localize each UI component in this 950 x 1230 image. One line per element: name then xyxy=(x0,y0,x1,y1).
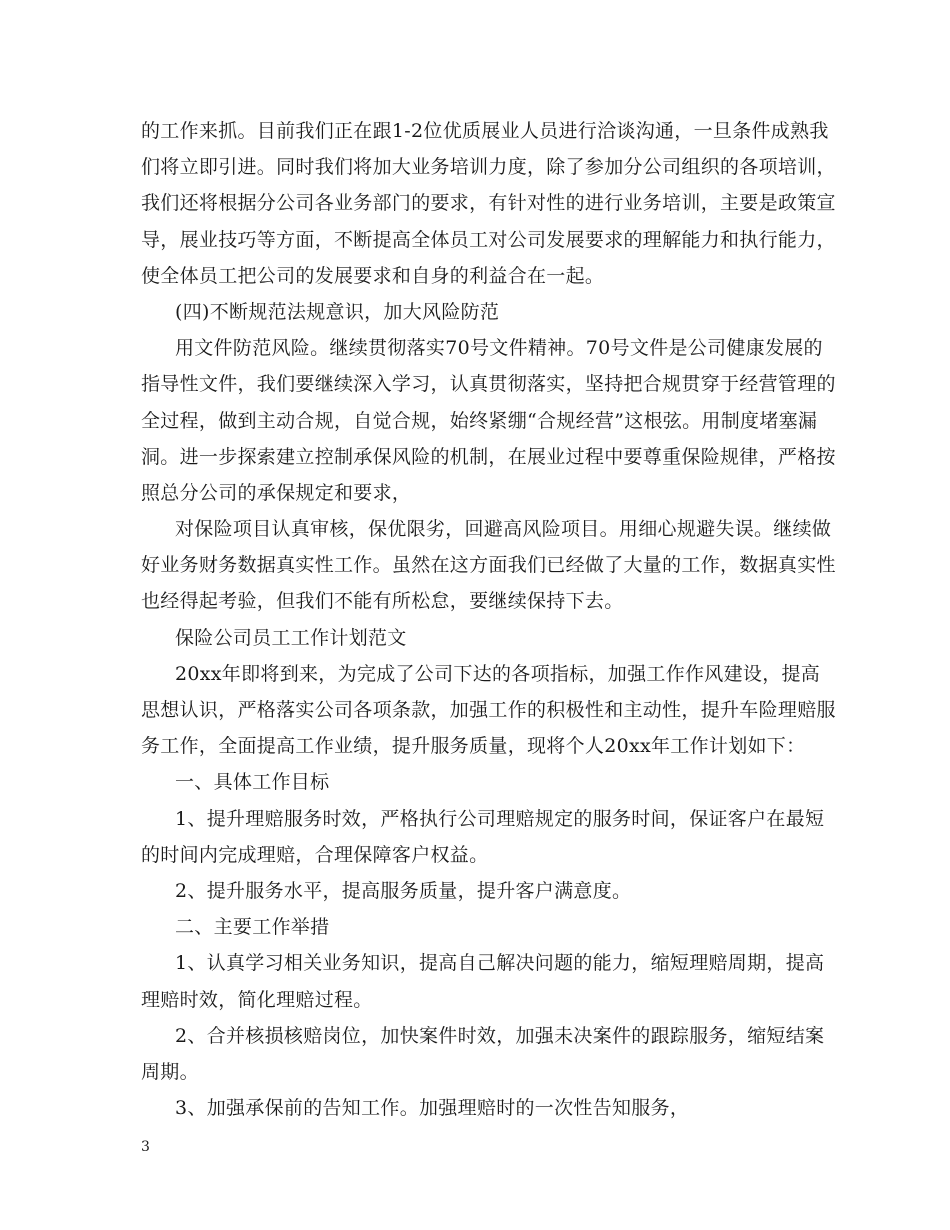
text-line: 2、合并核损核赔岗位，加快案件时效，加强未决案件的跟踪服务，缩短结案 xyxy=(175,1024,825,1047)
text-line: 二、主要工作举措 xyxy=(175,916,330,939)
text-line: 对保险项目认真审核，保优限劣，回避高风险项目。用细心规避失误。继续做 xyxy=(175,518,832,541)
text-line: 全过程，做到主动合规，自觉合规，始终紧绷“合规经营”这根弦。用制度堵塞漏 xyxy=(141,409,818,432)
text-line: 我们还将根据分公司各业务部门的要求，有针对性的进行业务培训，主要是政策宣 xyxy=(141,192,836,215)
text-line: 理赔时效，简化理赔过程。 xyxy=(141,988,373,1011)
text-line: 照总分公司的承保规定和要求， xyxy=(141,481,412,504)
page-number: 3 xyxy=(141,1139,150,1155)
text-line: 1、认真学习相关业务知识，提高自己解决问题的能力，缩短理赔周期，提高 xyxy=(175,952,825,975)
text-line: 指导性文件，我们要继续深入学习，认真贯彻落实，坚持把合规贯穿于经营管理的 xyxy=(141,373,836,396)
text-line: 保险公司员工工作计划范文 xyxy=(175,626,407,649)
text-line: 使全体员工把公司的发展要求和自身的利益合在一起。 xyxy=(141,264,605,287)
text-line: 导，展业技巧等方面，不断提高全体员工对公司发展要求的理解能力和执行能力， xyxy=(141,228,836,251)
text-line: 3、加强承保前的告知工作。加强理赔时的一次性告知服务， xyxy=(175,1097,690,1120)
text-line: 的工作来抓。目前我们正在跟1-2位优质展业人员进行洽谈沟通，一旦条件成熟我 xyxy=(141,120,829,142)
text-line: 们将立即引进。同时我们将加大业务培训力度，除了参加分公司组织的各项培训， xyxy=(141,156,836,179)
text-line: 思想认识，严格落实公司各项条款，加强工作的积极性和主动性，提升车险理赔服 xyxy=(141,699,836,721)
text-line: 20xx年即将到来，为完成了公司下达的各项指标，加强工作作风建设，提高 xyxy=(175,662,821,685)
text-line: (四)不断规范法规意识，加大风险防范 xyxy=(175,300,500,323)
text-line: 务工作，全面提高工作业绩，提升服务质量，现将个人20xx年工作计划如下： xyxy=(141,735,806,758)
text-line: 周期。 xyxy=(141,1060,199,1083)
document-body xyxy=(141,113,836,1126)
text-line: 也经得起考验，但我们不能有所松怠，要继续保持下去。 xyxy=(141,590,624,613)
text-line: 的时间内完成理赔，合理保障客户权益。 xyxy=(141,843,489,866)
text-line: 1、提升理赔服务时效，严格执行公司理赔规定的服务时间，保证客户在最短 xyxy=(175,807,825,830)
text-line: 洞。进一步探索建立控制承保风险的机制，在展业过程中要尊重保险规律，严格按 xyxy=(141,445,836,468)
text-line: 2、提升服务水平，提高服务质量，提升客户满意度。 xyxy=(175,879,632,902)
text-line: 好业务财务数据真实性工作。虽然在这方面我们已经做了大量的工作，数据真实性 xyxy=(141,554,836,577)
text-line: 一、具体工作目标 xyxy=(175,771,330,794)
text-line: 用文件防范风险。继续贯彻落实70号文件精神。70号文件是公司健康发展的 xyxy=(175,337,823,360)
